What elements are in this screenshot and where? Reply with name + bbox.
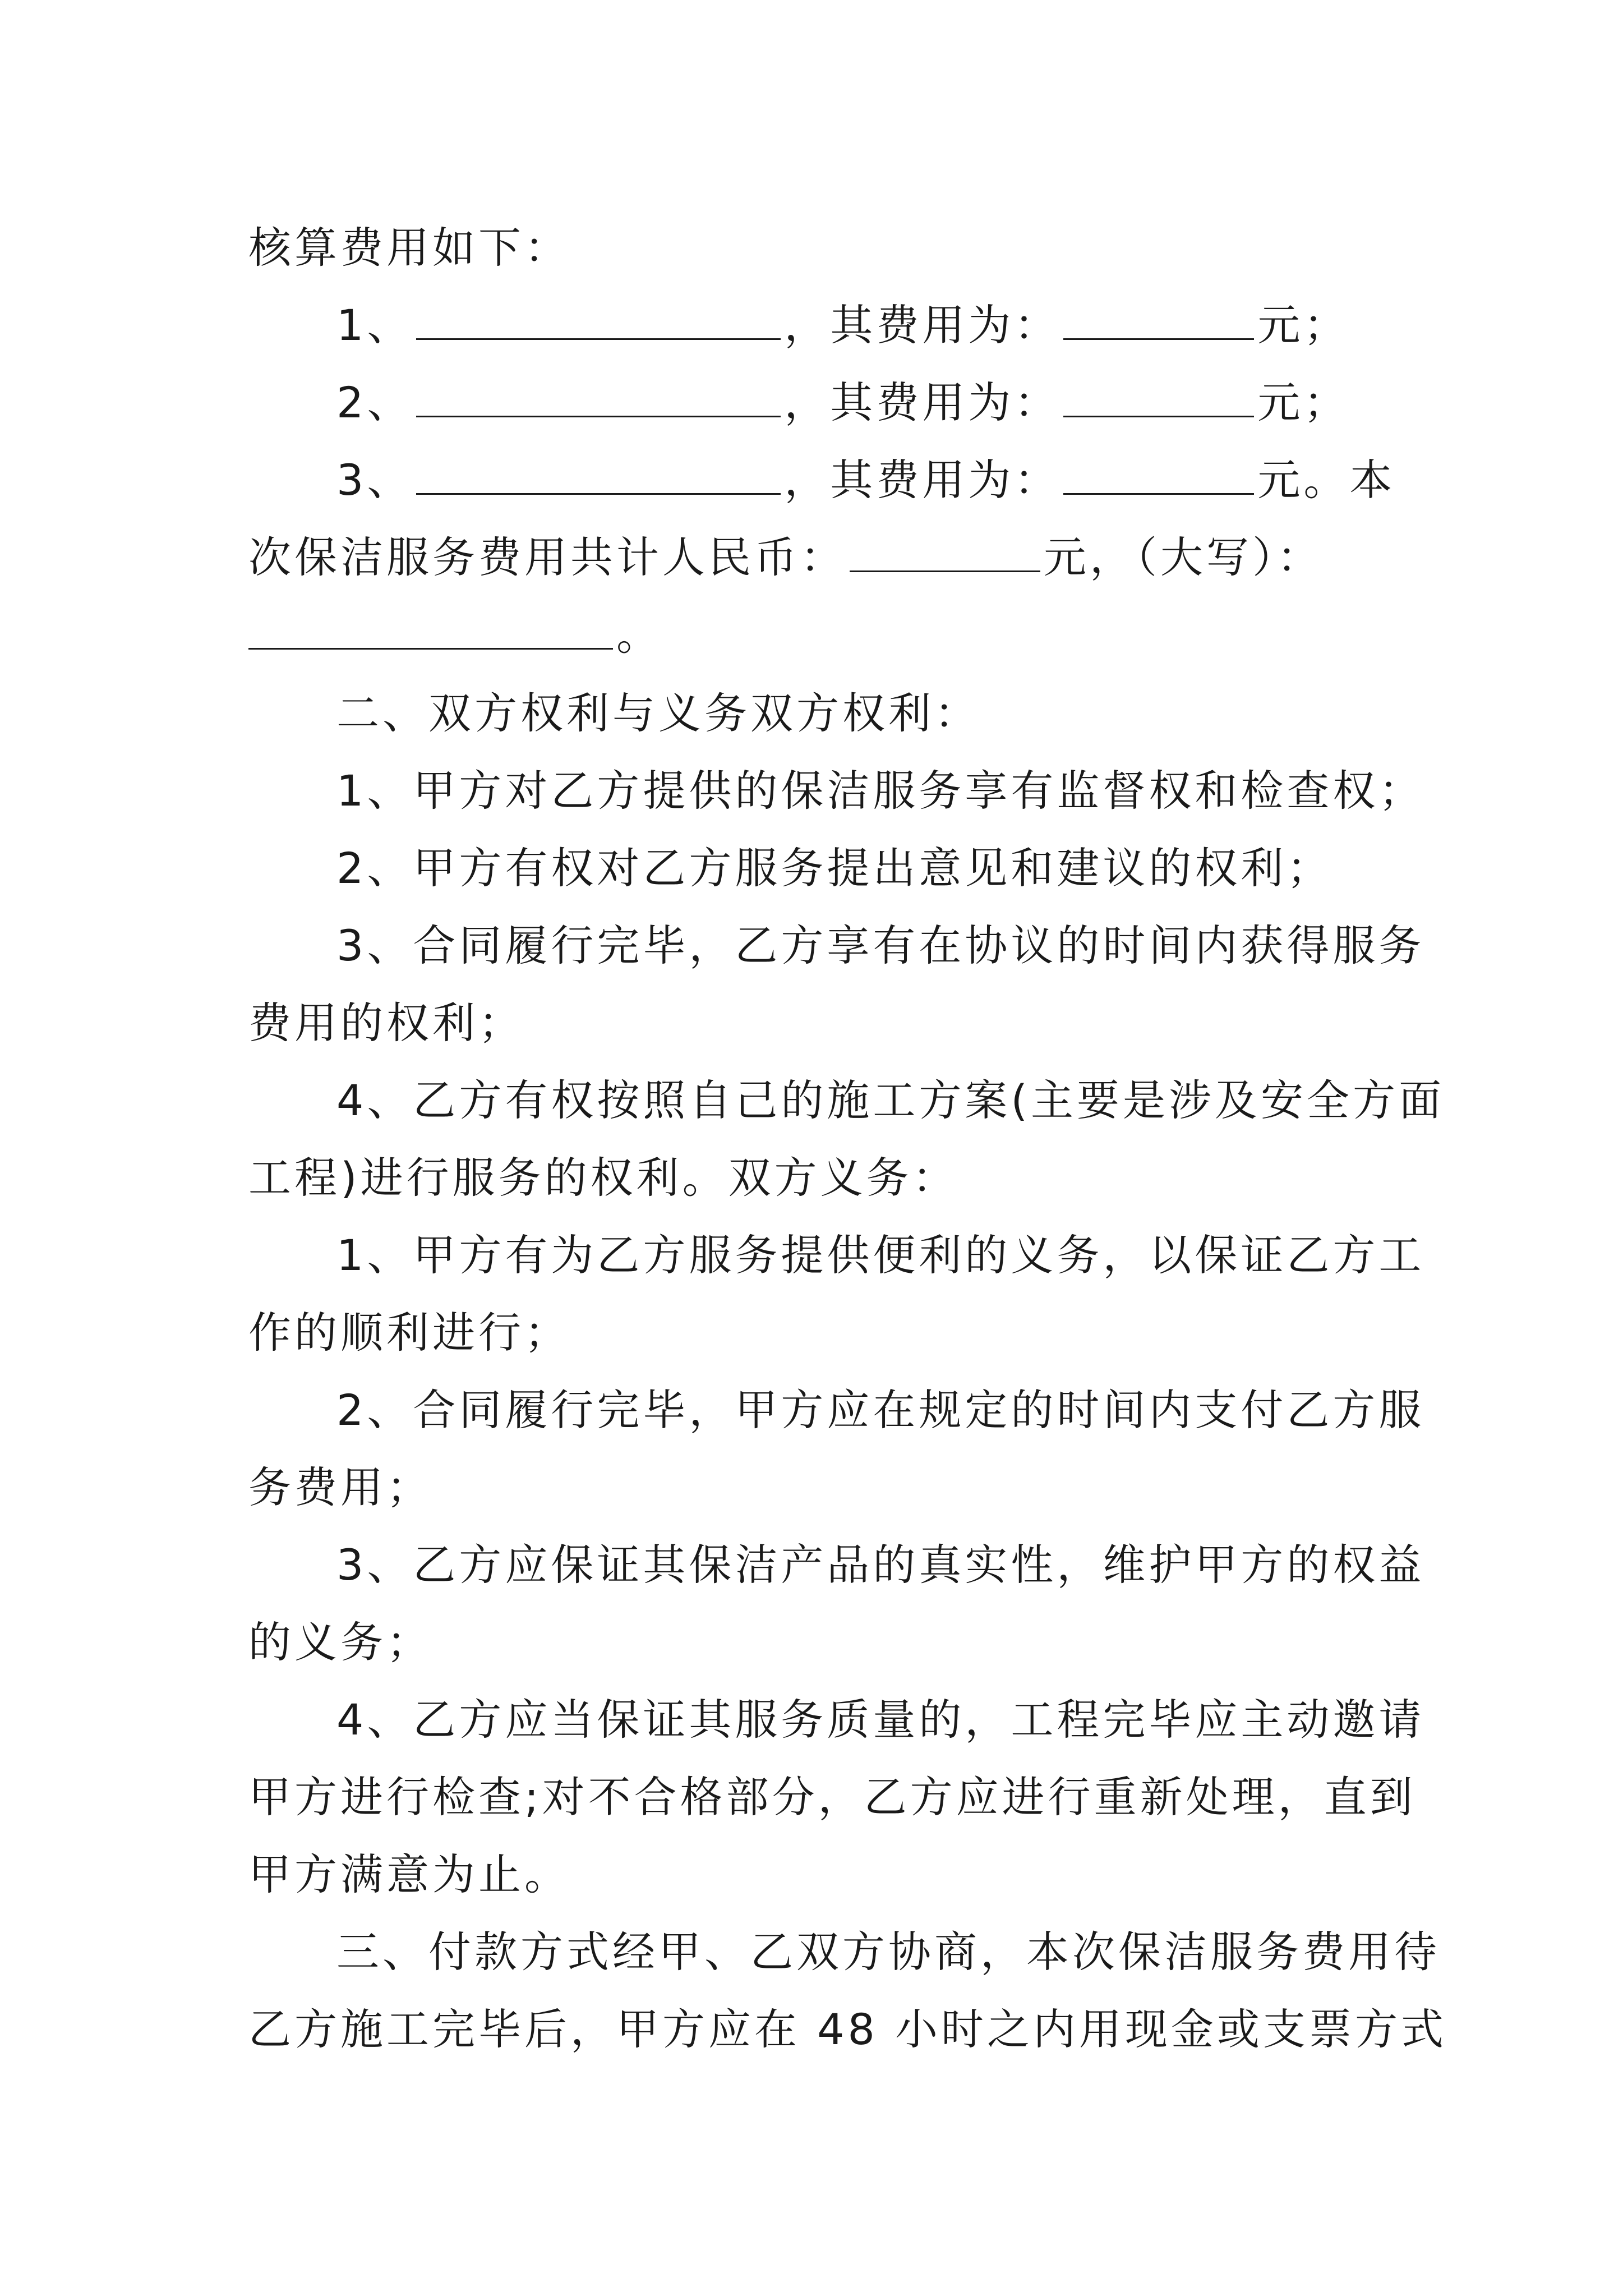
fee-item-prefix: 2、 — [336, 378, 413, 427]
fee-item-mid: ，其费用为： — [784, 455, 1061, 505]
total-line — [248, 530, 1323, 586]
fee-item-blank — [416, 376, 781, 417]
section3-line-1: 三、付款方式经甲、乙双方协商，本次保洁服务费用待 — [336, 1927, 1440, 1977]
total-text-a: 次保洁服务费用共计人民币： — [248, 532, 846, 582]
duty-3-line-2: 的义务； — [248, 1617, 432, 1667]
total-uppercase-line — [248, 607, 662, 663]
fee-item-2 — [336, 375, 1349, 431]
right-2: 2、甲方有权对乙方服务提出意见和建议的权利； — [336, 843, 1333, 893]
total-uppercase-blank — [248, 609, 613, 650]
total-amount-blank — [850, 531, 1040, 572]
fee-item-mid: ，其费用为： — [784, 378, 1061, 427]
section3-line-2: 乙方施工完毕后，甲方应在 48 小时之内用现金或支票方式 — [248, 2004, 1447, 2054]
duty-4-line-2: 甲方进行检查;对不合格部分，乙方应进行重新处理，直到 — [248, 1772, 1416, 1822]
duty-3-line-1: 3、乙方应保证其保洁产品的真实性，维护甲方的权益 — [336, 1540, 1425, 1590]
fee-item-prefix: 3、 — [336, 455, 413, 505]
right-4-line-2: 工程)进行服务的权利。双方义务： — [248, 1153, 958, 1203]
duty-1-line-2: 作的顺利进行； — [248, 1308, 570, 1358]
fee-item-3 — [336, 452, 1395, 508]
section2-title: 二、双方权利与义务双方权利： — [336, 688, 980, 738]
duty-2-line-1: 2、合同履行完毕，甲方应在规定的时间内支付乙方服 — [336, 1385, 1425, 1435]
fee-item-blank — [416, 299, 781, 340]
fee-amount-blank — [1063, 454, 1254, 495]
heading-line: 核算费用如下： — [248, 223, 570, 273]
fee-item-suffix: 元； — [1257, 300, 1350, 350]
fee-item-suffix: 元。本 — [1257, 455, 1396, 505]
right-3-line-2: 费用的权利； — [248, 998, 524, 1048]
duty-4-line-3: 甲方满意为止。 — [248, 1849, 570, 1899]
duty-2-line-2: 务费用； — [248, 1462, 432, 1512]
total-end: 。 — [616, 610, 662, 660]
fee-item-prefix: 1、 — [336, 300, 413, 350]
right-1: 1、甲方对乙方提供的保洁服务享有监督权和检查权； — [336, 766, 1425, 816]
fee-item-mid: ，其费用为： — [784, 300, 1061, 350]
fee-amount-blank — [1063, 376, 1254, 417]
fee-item-suffix: 元； — [1257, 378, 1350, 427]
fee-item-1 — [336, 297, 1349, 353]
duty-1-line-1: 1、甲方有为乙方服务提供便利的义务，以保证乙方工 — [336, 1230, 1425, 1280]
right-4-line-1: 4、乙方有权按照自己的施工方案(主要是涉及安全方面 — [336, 1075, 1445, 1125]
duty-4-line-1: 4、乙方应当保证其服务质量的，工程完毕应主动邀请 — [336, 1695, 1425, 1745]
fee-item-blank — [416, 454, 781, 495]
right-3-line-1: 3、合同履行完毕，乙方享有在协议的时间内获得服务 — [336, 921, 1425, 970]
total-text-b: 元，（大写）： — [1044, 532, 1323, 582]
fee-amount-blank — [1063, 299, 1254, 340]
